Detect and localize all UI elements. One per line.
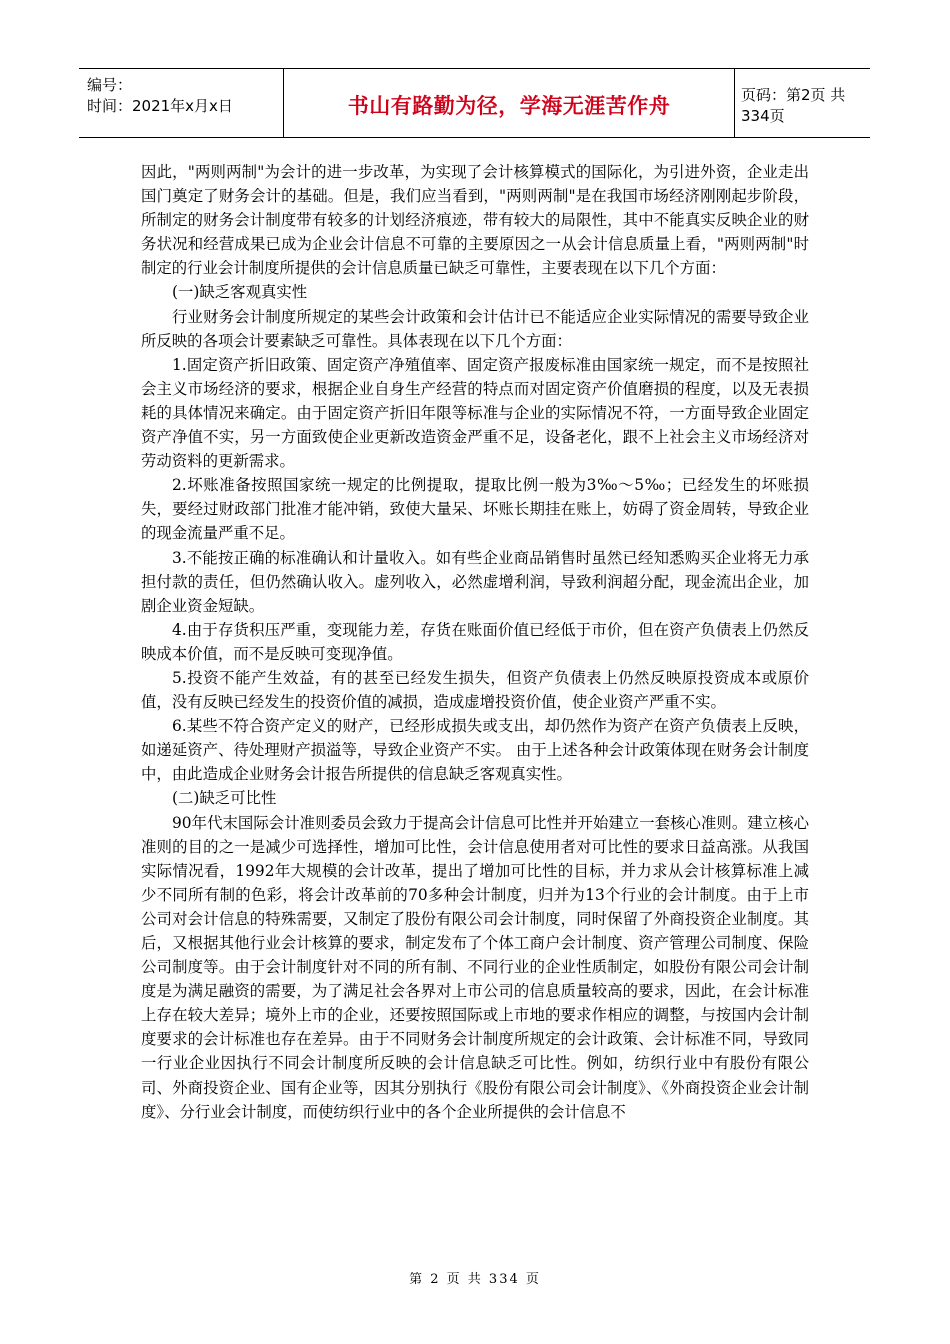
body-paragraph: 因此，"两则两制"为会计的进一步改革，为实现了会计核算模式的国际化，为引进外资，企业走出国门奠定了财务会计的基础。但是，我们应当看到，"两则两制"是在我国市场经济刚刚起步阶段，所制定的财务会计制度带有较多的计划经济痕迹，带有较大的局限性，其中不能真实反映企业的财务状况和经营成果已成为企业会计信息不可靠的主要原因之一从会计信息质量上看，"两则两制"时制定的行业会计制度所提供的会计信息质量已缺乏可靠性，主要表现在以下几个方面： [141,163,809,278]
section-heading: (二)缺乏可比性 [172,789,277,808]
page-footer: 第 2 页 共 334 页 [409,1272,541,1287]
page-header [79,68,870,138]
body-paragraph: 90年代末国际会计准则委员会致力于提高会计信息可比性并开始建立一套核心准则。建立核心准则的目的之一是减少可选择性，增加可比性，会计信息使用者对可比性的要求日益高涨。从我国实际情况看，1992年大规模的会计改革，提出了增加可比性的目标，并力求从会计核算标准上减少不同所有制的色彩，将会计改革前的70多种会计制度，归并为13个行业的会计制度。由于上市公司对会计信息的特殊需要，又制定了股份有限公司会计制度，同时保留了外商投资企业制度。其后，又根据其他行业会计核算的要求，制定发布了个体工商户会计制度、资产管理公司制度、保险公司制度等。由于会计制度针对不同的所有制、不同行业的企业性质制定，如股份有限公司会计制度是为满足融资的需要，为了满足社会各界对上市公司的信息质量较高的要求，因此，在会计标准上存在较大差异；境外上市的企业，还要按照国际或上市地的要求作相应的调整，与按国内会计制度要求的会计标准也存在差异。由于不同财务会计制度所规定的会计政策、会计标准不同，导致同一行业企业因执行不同会计制度所反映的会计信息缺乏可比性。例如，纺织行业中有股份有限公司、外商投资企业、国有企业等，因其分别执行《股份有限公司会计制度》、《外商投资企业会计制度》、分行业会计制度，而使纺织行业中的各个企业所提供的会计信息不 [141,813,809,1121]
list-item: 3.不能按正确的标准确认和计量收入。如有些企业商品销售时虽然已经知悉购买企业将无力承担付款的责任，但仍然确认收入。虚列收入，必然虚增利润，导致利润超分配，现金流出企业，加剧企业资金短缺。 [141,548,809,615]
list-item: 1.固定资产折旧政策、固定资产净殖值率、固定资产报废标准由国家统一规定，而不是按照社会主义市场经济的要求，根据企业自身生产经营的特点而对固定资产价值磨损的程度，以及无表损耗的具体情况来确定。由于固定资产折旧年限等标准与企业的实际情况不符，一方面导致企业固定资产净值不实，另一方面致使企业更新改造资金严重不足，设备老化，跟不上社会主义市场经济对劳动资料的更新需求。 [141,355,809,471]
document-body [141,160,809,1124]
header-motto: 书山有路勤为径，学海无涯苦作舟 [284,69,735,137]
section-heading: (一)缺乏客观真实性 [172,283,308,302]
list-item: 2.坏账准备按照国家统一规定的比例提取，提取比例一般为3‰～5‰；已经发生的坏账损失，要经过财政部门批准才能冲销，致使大量呆、坏账长期挂在账上，妨碍了资金周转，导致企业的现金流量严重不足。 [141,476,809,543]
body-paragraph: 行业财务会计制度所规定的某些会计政策和会计估计已不能适应企业实际情况的需要导致企业所反映的各项会计要素缺乏可靠性。具体表现在以下几个方面： [141,307,809,350]
list-item: 4.由于存货积压严重，变现能力差，存货在账面价值已经低于市价，但在资产负债表上仍然反映成本价值，而不是反映可变现净值。 [141,620,809,663]
list-item: 5.投资不能产生效益，有的甚至已经发生损失，但资产负债表上仍然反映原投资成本或原价值，没有反映已经发生的投资价值的减损，造成虚增投资价值，使企业资产严重不实。 [141,668,809,712]
document-date-label: 时间：2021年x月x日 [87,97,233,115]
header-page-info: 页码：第2页 共334页 [741,86,846,125]
document-number-label: 编号： [87,76,133,94]
header-meta-cell [79,69,284,137]
list-item: 6.某些不符合资产定义的财产，已经形成损失或支出，却仍然作为资产在资产负债表上反映，如递延资产、待处理财产损溢等，导致企业资产不实。 由于上述各种会计政策体现在财务会计制度中，由此造成企业财务会计报告所提供的信息缺乏客观真实性。 [141,717,809,784]
